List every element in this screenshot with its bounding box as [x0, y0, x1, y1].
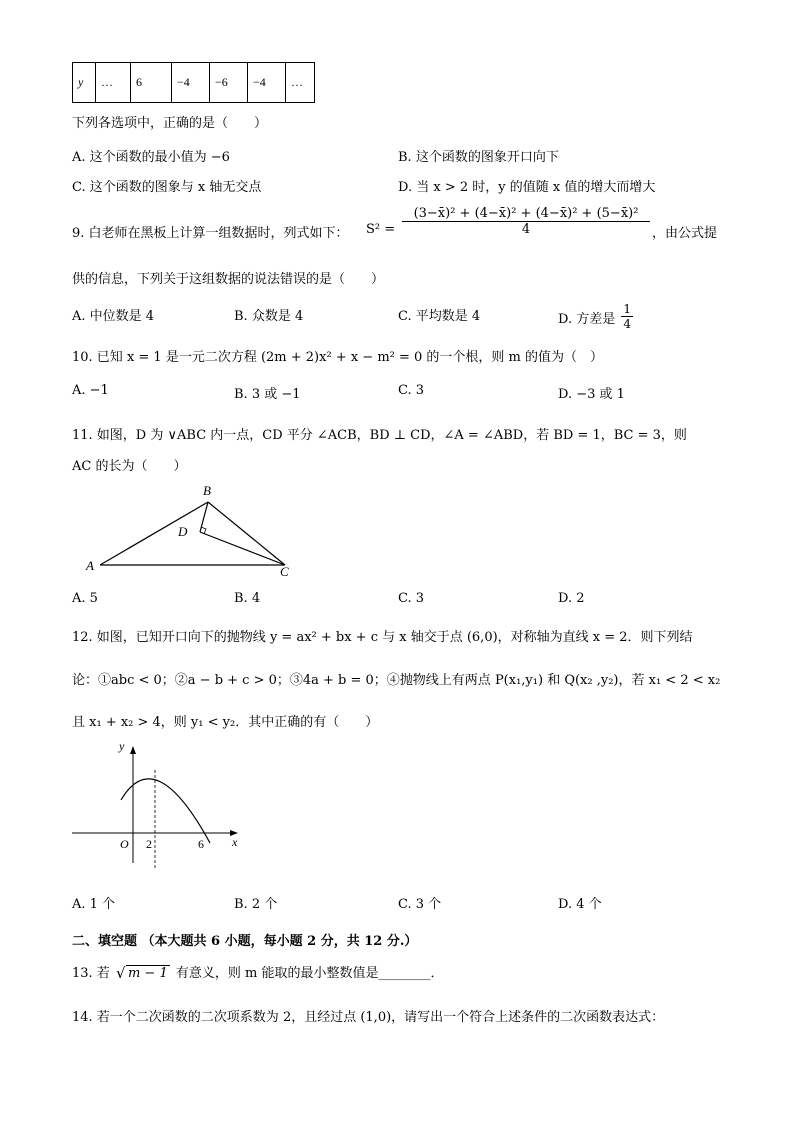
q14: 14. 若一个二次函数的二次项系数为 2，且经过点 (1,0)，请写出一个符合上述条件的二次函数表达式：: [72, 1010, 665, 1025]
q9-option-a: A. 中位数是 4: [72, 309, 155, 324]
y-axis-label: y: [119, 739, 125, 753]
q11-stem-2: AC 的长为（ ）: [72, 459, 187, 474]
point-label-d: D: [178, 524, 188, 539]
q13: [72, 962, 443, 981]
side-bc: [208, 502, 285, 565]
vertex-label-c: C: [280, 564, 289, 579]
table-cell: …: [96, 63, 131, 103]
origin-label: O: [120, 837, 129, 851]
q12-option-d: D. 4 个: [558, 897, 602, 912]
q8-option-c: C. 这个函数的图象与 x 轴无交点: [72, 180, 262, 195]
q9-option-d: [558, 302, 633, 334]
table-row-label: y: [73, 63, 96, 103]
q13-radical: [116, 966, 170, 981]
q9-stem-b: ，由公式提: [652, 226, 718, 241]
radical-sign-icon: √: [115, 964, 126, 982]
q10-option-d: D. −3 或 1: [558, 387, 625, 402]
section-heading: 二、填空题 （本大题共 6 小题，每小题 2 分，共 12 分.）: [72, 934, 418, 949]
q9-option-d-denominator: 4: [623, 317, 632, 331]
q9-formula-denominator: 4: [521, 222, 531, 237]
q11-stem-1: 11. 如图，D 为 ∨ABC 内一点，CD 平分 ∠ACB，BD ⊥ CD，∠A = ∠ABD，若 BD = 1，BC = 3，则: [72, 428, 687, 443]
vertex-label-a: A: [86, 558, 94, 573]
parabola-graph: [66, 738, 256, 868]
q9-option-c: C. 平均数是 4: [398, 309, 481, 324]
q12-stem-3: 且 x₁ + x₂ > 4，则 y₁ < y₂．其中正确的有（ ）: [72, 715, 379, 730]
q12-stem-1: 12. 如图，已知开口向下的抛物线 y = ax² + bx + c 与 x 轴交于点 (6,0)，对称轴为直线 x = 2．则下列结: [72, 630, 693, 645]
q8-stem: 下列各选项中，正确的是（ ）: [72, 116, 268, 131]
triangle-figure: [80, 478, 310, 580]
q11-option-a: A. 5: [72, 591, 98, 606]
q9-option-b: B. 众数是 4: [234, 309, 304, 324]
q12-option-b: B. 2 个: [234, 897, 278, 912]
q12-option-c: C. 3 个: [398, 897, 442, 912]
x-axis-label: x: [232, 835, 238, 849]
tick-label-6: 6: [198, 837, 204, 851]
q10-stem: 10. 已知 x = 1 是一元二次方程 (2m + 2)x² + x − m² = 0 的一个根，则 m 的值为（ ）: [72, 350, 604, 365]
tick-label-2: 2: [146, 837, 152, 851]
side-ab: [100, 502, 208, 565]
q8-option-b: B. 这个函数的图象开口向下: [398, 150, 559, 165]
q13-text-a: 13. 若: [72, 966, 110, 981]
q10-option-b: B. 3 或 −1: [234, 387, 301, 402]
table-cell: −4: [172, 63, 210, 103]
q9-stem-a: 9. 白老师在黑板上计算一组数据时，列式如下：: [72, 226, 349, 241]
q9-formula-lhs: S² =: [366, 222, 396, 237]
q11-option-c: C. 3: [398, 591, 425, 606]
q8-option-d: D. 当 x > 2 时，y 的值随 x 值的增大而增大: [398, 180, 656, 195]
q11-option-d: D. 2: [558, 591, 585, 606]
q9-formula-numerator: (3−x̄)² + (4−x̄)² + (4−x̄)² + (5−x̄)²: [402, 206, 650, 222]
vertex-label-b: B: [203, 483, 211, 498]
segment-cd: [200, 532, 285, 565]
q9-option-d-label: D. 方差是: [558, 312, 616, 327]
q12-option-a: A. 1 个: [72, 897, 116, 912]
q11-option-b: B. 4: [234, 591, 261, 606]
table-cell: −4: [248, 63, 286, 103]
q10-option-c: C. 3: [398, 383, 425, 398]
y-axis-arrow: [130, 746, 136, 754]
q12-stem-2: 论：①abc < 0；②a − b + c > 0；③4a + b = 0；④抛物线上有两点 P(x₁,y₁) 和 Q(x₂ ,y₂)，若 x₁ < 2 < x₂: [72, 673, 721, 688]
table-cell: 6: [131, 63, 172, 103]
table-cell: −6: [210, 63, 248, 103]
table-cell: …: [286, 63, 315, 103]
value-table: [72, 62, 315, 103]
q13-text-b: 有意义，则 m 能取的最小整数值是________．: [175, 966, 444, 981]
q9-option-d-numerator: 1: [623, 302, 632, 316]
q8-option-a: A. 这个函数的最小值为 −6: [72, 150, 230, 165]
q9-formula: [402, 206, 650, 237]
q10-option-a: A. −1: [72, 383, 109, 398]
q9-stem-c: 供的信息，下列关于这组数据的说法错误的是（ ）: [72, 272, 385, 287]
q13-radicand: m − 1: [127, 966, 168, 981]
